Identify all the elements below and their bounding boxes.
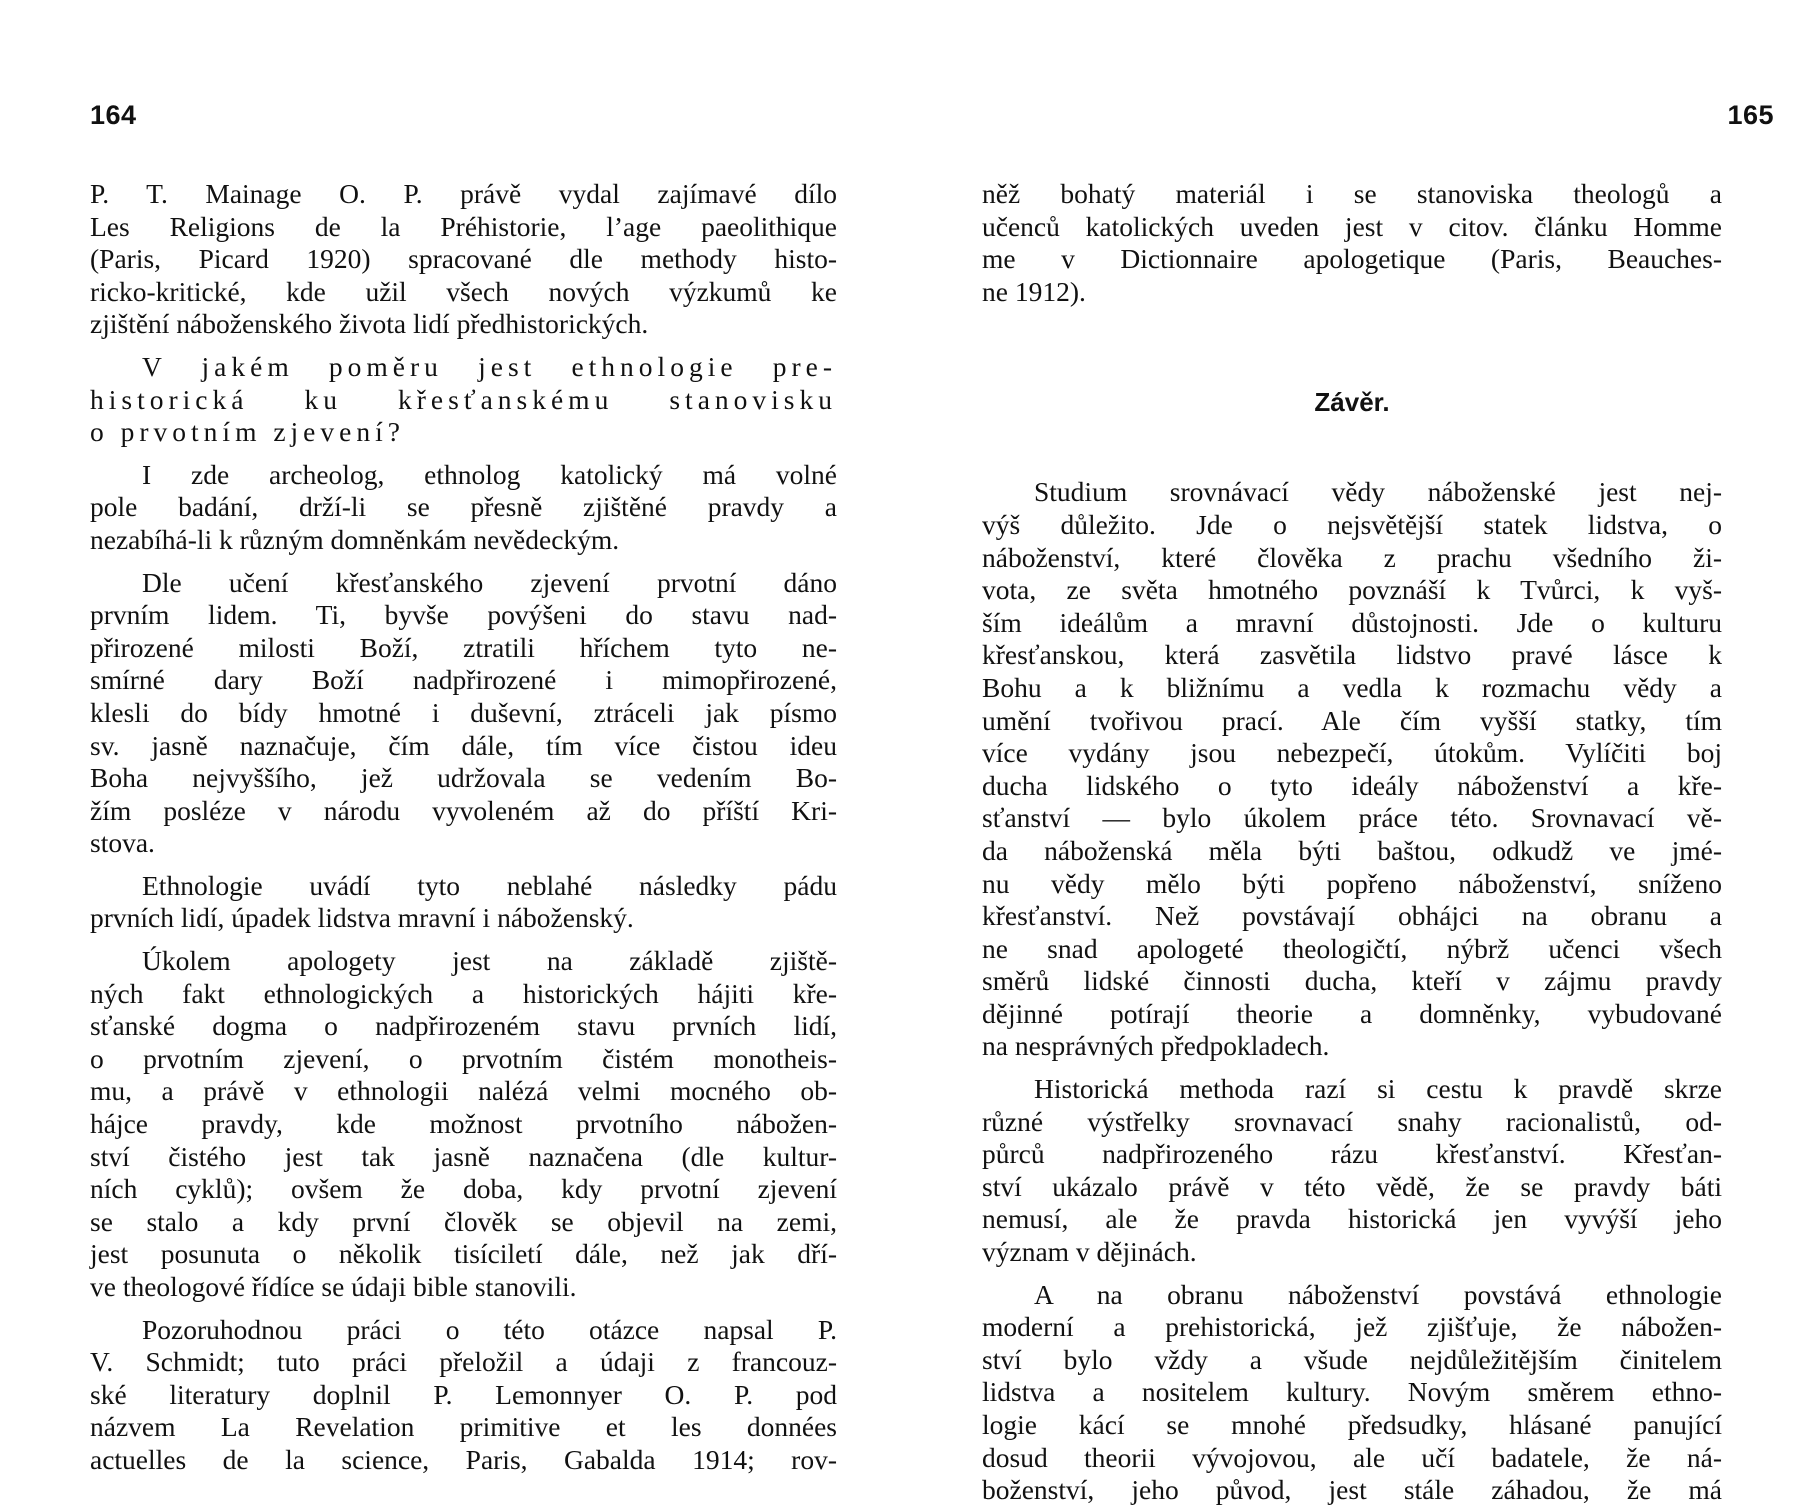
- text-line: A na obranu náboženství povstává ethnologie: [1034, 1278, 1722, 1310]
- text-line: jest posunuta o několik tisíciletí dále, než jak dří-: [90, 1238, 837, 1270]
- text-line: ším ideálům a mravní důstojnosti. Jde o kulturu: [982, 606, 1722, 638]
- text-line: umění tvořivou prací. Ale čím vyšší statky, tím: [982, 704, 1722, 736]
- text-line: Boha nejvyššího, jež udržovala se vedením Bo-: [90, 762, 837, 794]
- section-heading-line: historická ku křesťanskému stanovisku: [90, 383, 837, 415]
- text-line: něž bohatý materiál i se stanoviska theologů a: [982, 178, 1722, 209]
- text-line: sťanské dogma o nadpřirozeném stavu prvních lidí,: [90, 1010, 837, 1042]
- text-line: V. Schmidt; tuto práci přeložil a údaji z francouz-: [90, 1346, 837, 1378]
- text-line: se stalo a kdy první člověk se objevil na zemi,: [90, 1205, 837, 1237]
- text-line: vota, ze světa hmotného povznáší k Tvůrci, k vyš-: [982, 574, 1722, 606]
- text-line: Pozoruhodnou práci o této otázce napsal P.: [142, 1313, 837, 1345]
- text-line: nezabíhá-li k různým domněnkám nevědeckým.: [90, 523, 620, 555]
- text-line: ství ukázalo právě v této vědě, že se pravdy báti: [982, 1170, 1722, 1202]
- text-line: směrů lidské činnosti ducha, kteří v zájmu pravdy: [982, 965, 1722, 997]
- text-line: lidstva a nositelem kultury. Novým směrem ethno-: [982, 1376, 1722, 1408]
- text-line: zjištění náboženského života lidí předhistorických.: [90, 308, 649, 340]
- text-line: význam v dějinách.: [982, 1236, 1197, 1268]
- text-line: sv. jasně naznačuje, čím dále, tím více čistou ideu: [90, 729, 837, 761]
- text-line: názvem La Revelation primitive et les données: [90, 1411, 837, 1443]
- right-page: [897, 0, 1794, 1506]
- text-line: o prvotním zjevení, o prvotním čistém monotheis-: [90, 1042, 837, 1074]
- text-line: ství čistého jest tak jasně naznačena (dle kultur-: [90, 1140, 837, 1172]
- page-number-left: 164: [90, 100, 137, 130]
- text-line: žím posléze v národu vyvoleném až do příští Kri-: [90, 794, 837, 826]
- text-line: ské literatury doplnil P. Lemonnyer O. P. pod: [90, 1378, 837, 1410]
- text-line: stova.: [90, 827, 155, 859]
- text-line: ne snad apologeté theologičtí, nýbrž učenci všech: [982, 932, 1722, 964]
- text-line: Dle učení křesťanského zjevení prvotní dáno: [142, 566, 837, 598]
- section-heading-line: V jakém poměru jest ethnologie pre-: [142, 350, 837, 382]
- text-line: Les Religions de la Préhistorie, l’age paeolithique: [90, 210, 837, 242]
- text-line: me v Dictionnaire apologetique (Paris, Beauches-: [982, 243, 1722, 275]
- text-line: mu, a právě v ethnologii nalézá velmi mocného ob-: [90, 1075, 837, 1107]
- text-line: na nesprávných předpokladech.: [982, 1030, 1330, 1062]
- text-line: přirozené milosti Boží, ztratili hříchem tyto ne-: [90, 631, 837, 663]
- text-line: různé výstřelky srovnavací snahy racionalistů, od-: [982, 1105, 1722, 1137]
- text-line: sťanství — bylo úkolem práce této. Srovnavací vě-: [982, 802, 1722, 834]
- left-page-text: [90, 178, 837, 1477]
- text-line: dějinné potírají theorie a domněnky, vybudované: [982, 997, 1722, 1029]
- text-line: více vydány jsou nebezpečí, útokům. Vylíčiti boj: [982, 737, 1722, 769]
- text-line: ricko-kritické, kde užil všech nových výzkumů ke: [90, 275, 837, 307]
- section-heading-line: o prvotním zjevení?: [90, 416, 405, 448]
- text-line: nu vědy mělo býti popřeno náboženství, sníženo: [982, 867, 1722, 899]
- text-line: ství bylo vždy a všude nejdůležitějším činitelem: [982, 1343, 1722, 1375]
- text-line: prvních lidí, úpadek lidstva mravní i náboženský.: [90, 902, 634, 934]
- text-line: křesťanství. Než povstávají obhájci na obranu a: [982, 900, 1722, 932]
- text-line: učenců katolických uveden jest v citov. článku Homme: [982, 210, 1722, 242]
- text-line: Bohu a k bližnímu a vedla k rozmachu vědy a: [982, 671, 1722, 703]
- text-line: výš důležito. Jde o nejsvětější statek lidstva, o: [982, 508, 1722, 540]
- text-line: půrců nadpřirozeného rázu křesťanství. Křesťan-: [982, 1138, 1722, 1170]
- text-line: Historická methoda razí si cestu k pravdě skrze: [1034, 1073, 1722, 1105]
- text-line: ve theologové řídíce se údaji bible stanovili.: [90, 1271, 577, 1302]
- left-page: [0, 0, 897, 1500]
- section-title: Závěr.: [1314, 387, 1390, 418]
- text-line: moderní a prehistorická, jež zjišťuje, že nábožen-: [982, 1311, 1722, 1343]
- text-line: hájce pravdy, kde možnost prvotního nábožen-: [90, 1108, 837, 1140]
- text-line: da náboženská měla býti baštou, odkudž ve jmé-: [982, 834, 1722, 866]
- text-line: Studium srovnávací vědy náboženské jest nej-: [1034, 476, 1722, 508]
- text-line: Ethnologie uvádí tyto neblahé následky pádu: [142, 869, 837, 901]
- text-line: P. T. Mainage O. P. právě vydal zajímavé dílo: [90, 178, 837, 209]
- text-line: pole badání, drží-li se přesně zjištěné pravdy a: [90, 491, 837, 523]
- text-line: klesli do bídy hmotné i duševní, ztráceli jak písmo: [90, 696, 837, 728]
- text-line: ních cyklů); ovšem že doba, kdy prvotní zjevení: [90, 1173, 837, 1205]
- text-line: ných fakt ethnologických a historických hájiti kře-: [90, 977, 837, 1009]
- text-line: logie kácí se mnohé předsudky, hlásané panující: [982, 1409, 1722, 1440]
- text-line: dosud theorii vývojovou, ale učí badatele, že ná-: [982, 1441, 1722, 1473]
- text-line: křesťanskou, která zasvětila lidstvo pravé lásce k: [982, 639, 1722, 671]
- text-line: Úkolem apologety jest na základě zjiště-: [142, 945, 837, 977]
- text-line: náboženství, které člověka z prachu všedního ži-: [982, 541, 1722, 573]
- right-page-text: [982, 178, 1722, 1507]
- text-line: smírné dary Boží nadpřirozené i mimopřirozené,: [90, 664, 837, 696]
- text-line: (Paris, Picard 1920) spracované dle methody histo-: [90, 243, 837, 275]
- text-line: prvním lidem. Ti, byvše povýšeni do stavu nad-: [90, 599, 837, 631]
- text-line: boženství, jeho původ, jest stále záhadou, že má: [982, 1474, 1722, 1506]
- page-number-right: 165: [1727, 100, 1774, 130]
- text-line: ne 1912).: [982, 275, 1086, 307]
- text-line: nemusí, ale že pravda historická jen vyvýší jeho: [982, 1203, 1722, 1235]
- text-line: I zde archeolog, ethnolog katolický má volné: [142, 458, 837, 490]
- text-line: ducha lidského o tyto ideály náboženství a kře-: [982, 769, 1722, 801]
- text-line: actuelles de la science, Paris, Gabalda 1914; rov-: [90, 1443, 837, 1475]
